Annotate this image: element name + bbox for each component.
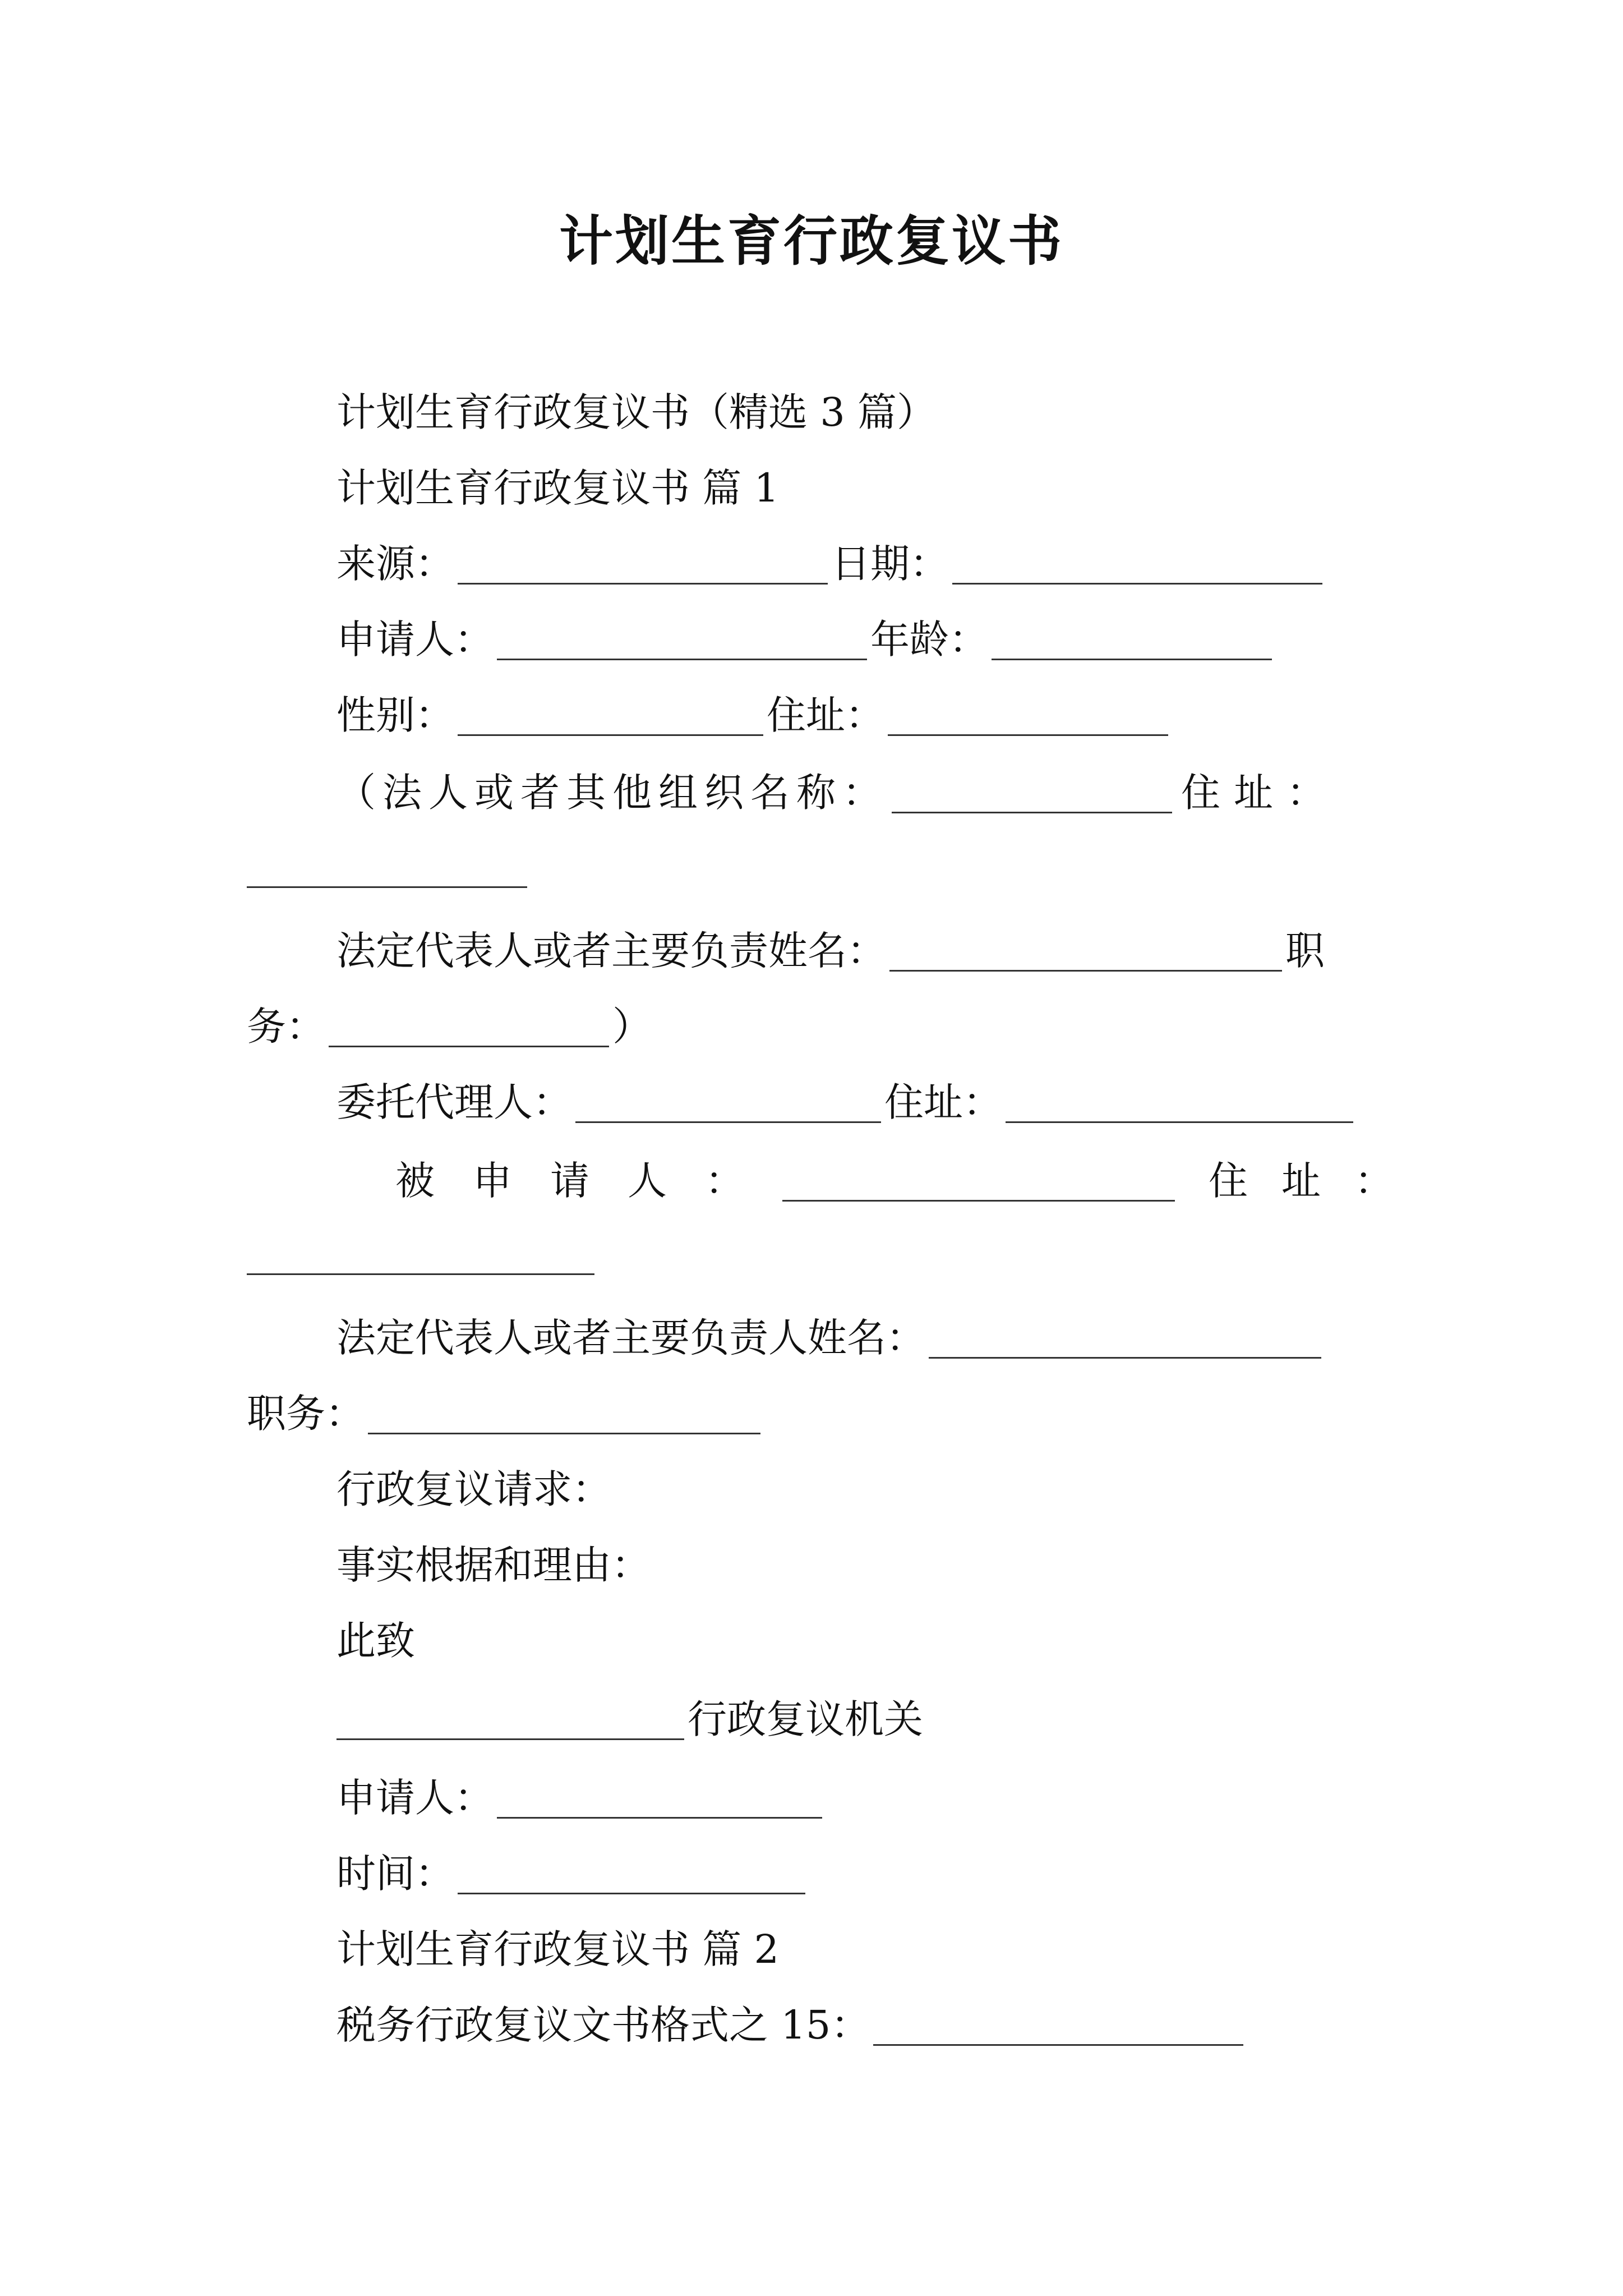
gender-blank [458, 695, 763, 736]
date-blank [952, 544, 1322, 585]
age-blank [992, 619, 1272, 660]
time-label: 时间： [336, 1851, 454, 1897]
respondent-rep-row [336, 1313, 1325, 1363]
legal-rep-label: 法定代表人或者主要负责姓名： [336, 928, 886, 974]
authority-blank [336, 1699, 684, 1740]
agent-label: 委托代理人： [336, 1079, 572, 1125]
respondent-blank [782, 1161, 1175, 1202]
applicant-blank [497, 619, 867, 660]
authority-row [336, 1694, 923, 1745]
gender-address-row [336, 690, 1172, 740]
respondent-position-row [247, 1388, 764, 1439]
tax-format-label: 税务行政复议文书格式之 15： [336, 2002, 870, 2048]
respondent-rep-blank [929, 1318, 1321, 1359]
respondent-rep-label: 法定代表人或者主要负责人姓名： [336, 1315, 925, 1361]
respondent-row [395, 1156, 1427, 1206]
signature-applicant-row [336, 1773, 826, 1823]
position-label-part1: 职 [1285, 928, 1325, 974]
source-blank [458, 544, 828, 585]
position-blank [329, 1006, 609, 1047]
legal-rep-blank [889, 931, 1282, 972]
respondent-address-label: 住址： [1209, 1158, 1427, 1204]
close-paren: ） [612, 1004, 652, 1050]
request-row [336, 1464, 611, 1515]
signature-applicant-label: 申请人： [336, 1775, 494, 1821]
facts-label: 事实根据和理由： [336, 1542, 651, 1588]
facts-row [336, 1540, 651, 1590]
respondent-position-blank [368, 1393, 760, 1434]
legal-rep-position-row [247, 1001, 652, 1052]
document-title: 计划生育行政复议书 [559, 209, 1064, 273]
respondent-position-label: 职务： [247, 1391, 365, 1437]
org-name-row [336, 767, 1339, 818]
org-address-label: 住址： [1181, 770, 1339, 816]
date-label: 日期： [831, 541, 949, 587]
org-address-blank [247, 847, 527, 888]
respondent-label: 被申请人： [395, 1158, 782, 1204]
org-address-row [247, 847, 531, 892]
tax-format-row [336, 2000, 1247, 2050]
agent-blank [575, 1082, 881, 1123]
respondent-address-blank [247, 1234, 594, 1275]
salutation: 此致 [336, 1618, 415, 1664]
age-label: 年龄： [870, 616, 988, 662]
signature-applicant-blank [497, 1778, 822, 1819]
section-1-heading: 计划生育行政复议书 篇 1 [336, 465, 780, 511]
document-subtitle: 计划生育行政复议书（精选 3 篇） [336, 389, 937, 435]
authority-suffix: 行政复议机关 [688, 1696, 923, 1742]
respondent-address-row [247, 1234, 598, 1280]
address-label: 住址： [767, 692, 884, 738]
source-date-row [336, 539, 1326, 589]
position-label-part2: 务： [247, 1004, 325, 1050]
applicant-label: 申请人： [336, 616, 494, 662]
applicant-age-row [336, 614, 1275, 665]
agent-address-blank [1006, 1082, 1353, 1123]
time-row [336, 1848, 809, 1899]
request-label: 行政复议请求： [336, 1466, 611, 1512]
agent-row [336, 1077, 1357, 1128]
tax-format-blank [873, 2005, 1243, 2046]
agent-address-label: 住址： [884, 1079, 1002, 1125]
legal-rep-row [336, 926, 1325, 976]
time-blank [458, 1853, 805, 1894]
source-label: 来源： [336, 541, 454, 587]
section-2-heading: 计划生育行政复议书 篇 2 [336, 1926, 780, 1972]
org-name-label: （法人或者其他组织名称： [336, 770, 888, 816]
org-name-blank [892, 772, 1172, 813]
gender-label: 性别： [336, 692, 454, 738]
salutation-row [336, 1616, 415, 1666]
address-blank [888, 695, 1168, 736]
